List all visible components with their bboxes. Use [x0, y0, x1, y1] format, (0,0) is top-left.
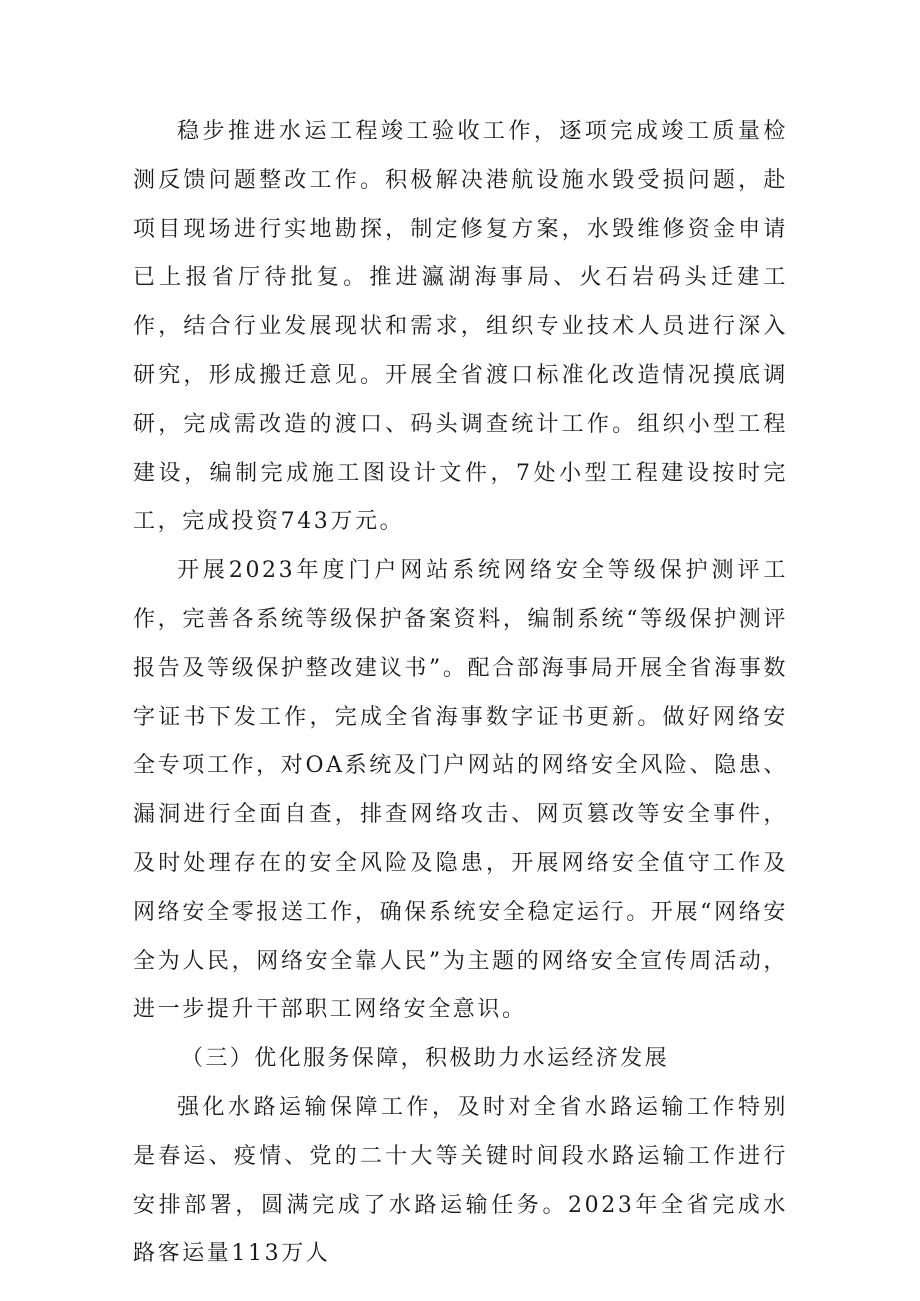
paragraph-project-acceptance: 稳步推进水运工程竣工验收工作，逐项完成竣工质量检测反馈问题整改工作。积极解决港航设施水毁受损问题，赴项目现场进行实地勘探，制定修复方案，水毁维修资金申请已上报省厅待批复。推进瀛湖海事局、火石岩码头迁建工作，结合行业发展现状和需求，组织专业技术人员进行深入研究，形成搬迁意见。开展全省渡口标准化改造情况摸底调研，完成需改造的渡口、码头调查统计工作。组织小型工程建设，编制完成施工图设计文件，7处小型工程建设按时完工，完成投资743万元。 [133, 119, 788, 535]
paragraph-transport-guarantee: 强化水路运输保障工作，及时对全省水路运输工作特别是春运、疫情、党的二十大等关键时间段水路运输工作进行安排部署，圆满完成了水路运输任务。2023年全省完成水路客运量113万人 [133, 1094, 788, 1267]
section-heading: （三）优化服务保障，积极助力水运经济发展 [181, 1046, 670, 1072]
document-body [133, 108, 788, 1279]
paragraph-network-security: 开展2023年度门户网站系统网络安全等级保护测评工作，完善各系统等级保护备案资料，编制系统“等级保护测评报告及等级保护整改建议书”。配合部海事局开展全省海事数字证书下发工作，完成全省海事数字证书更新。做好网络安全专项工作，对OA系统及门户网站的网络安全风险、隐患、漏洞进行全面自查，排查网络攻击、网页篡改等安全事件，及时处理存在的安全风险及隐患，开展网络安全值守工作及网络安全零报送工作，确保系统安全稳定运行。开展“网络安全为人民，网络安全靠人民”为主题的网络安全宣传周活动，进一步提升干部职工网络安全意识。 [133, 558, 788, 1023]
